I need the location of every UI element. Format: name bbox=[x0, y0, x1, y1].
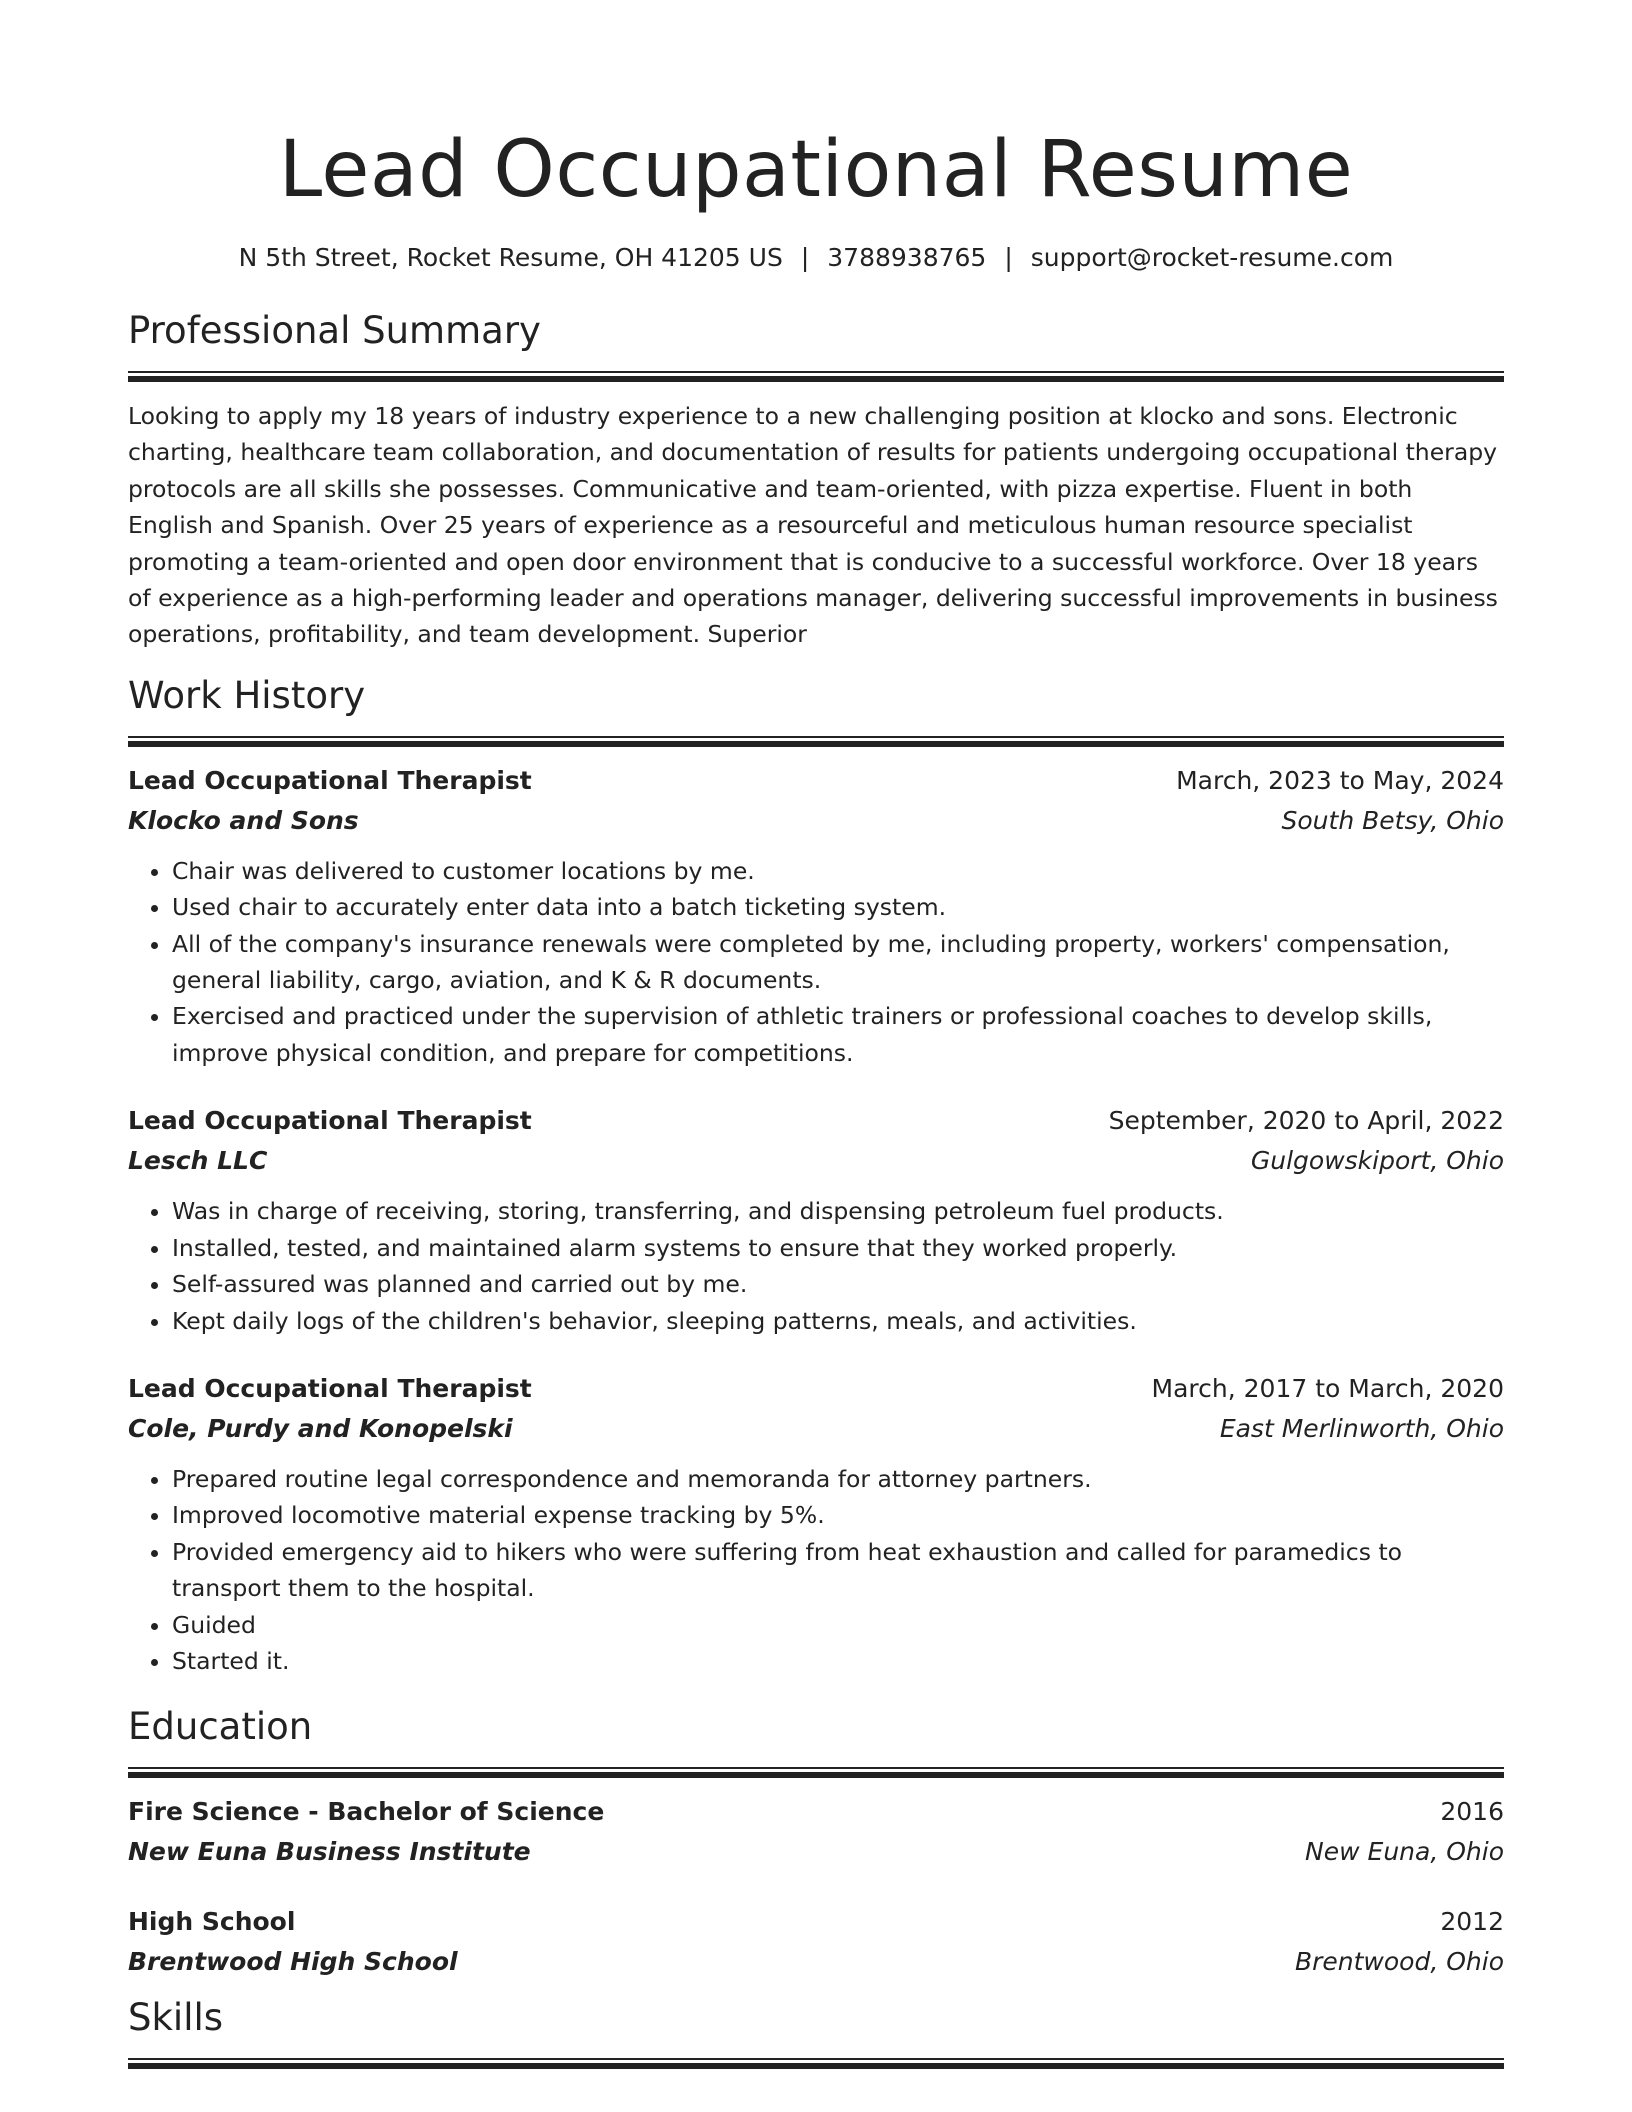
job-bullet: • Self-assured was planned and carried out by me. bbox=[172, 1266, 1504, 1302]
job-bullet: • Prepared routine legal correspondence and memoranda for attorney partners. bbox=[172, 1461, 1504, 1497]
job-header bbox=[128, 1369, 1504, 1409]
education-degree: High School bbox=[128, 1907, 296, 1937]
job-dates: March, 2023 to May, 2024 bbox=[1176, 765, 1504, 795]
job-title: Lead Occupational Therapist bbox=[128, 765, 532, 795]
job-company: Cole, Purdy and Konopelski bbox=[128, 1413, 513, 1443]
contact-address: N 5th Street, Rocket Resume, OH 41205 US bbox=[238, 243, 783, 272]
skills-heading: Skills bbox=[128, 1996, 224, 2040]
education-year: 2012 bbox=[1440, 1907, 1504, 1937]
education-section bbox=[128, 1703, 1504, 1982]
job-location: South Betsy, Ohio bbox=[1281, 805, 1504, 835]
education-header bbox=[128, 1792, 1504, 1832]
education-subheader bbox=[128, 1942, 1504, 1982]
job-dates: September, 2020 to April, 2022 bbox=[1108, 1106, 1504, 1136]
education-header bbox=[128, 1902, 1504, 1942]
job-bullet: • Kept daily logs of the children's behavior, sleeping patterns, meals, and activities. bbox=[172, 1303, 1504, 1339]
education-subheader bbox=[128, 1832, 1504, 1872]
job-bullet: • Exercised and practiced under the supervision of athletic trainers or professional coaches to develop skills, improve physical condition, and prepare for competitions. bbox=[172, 998, 1504, 1071]
contact-separator: | bbox=[1004, 243, 1013, 272]
job-location: East Merlinworth, Ohio bbox=[1219, 1413, 1504, 1443]
job-company: Lesch LLC bbox=[128, 1146, 268, 1176]
contact-email: support@rocket-resume.com bbox=[1030, 243, 1394, 272]
section-divider bbox=[128, 1767, 1504, 1778]
job-bullet: • Guided bbox=[172, 1607, 1504, 1643]
section-divider bbox=[128, 371, 1504, 382]
work-history-heading: Work History bbox=[128, 673, 366, 717]
section-divider bbox=[128, 736, 1504, 747]
job-bullet: • All of the company's insurance renewals were completed by me, including property, workers' compensation, general liability, cargo, aviation, and K & R documents. bbox=[172, 926, 1504, 999]
education-location: Brentwood, Ohio bbox=[1294, 1947, 1504, 1977]
job-bullet: • Provided emergency aid to hikers who were suffering from heat exhaustion and called for paramedics to transport them to the hospital. bbox=[172, 1534, 1504, 1607]
job-subheader bbox=[128, 1409, 1504, 1449]
summary-heading: Professional Summary bbox=[128, 309, 541, 352]
job-bullets bbox=[128, 1193, 1504, 1339]
job-subheader bbox=[128, 1141, 1504, 1181]
job-subheader bbox=[128, 801, 1504, 841]
job-company: Klocko and Sons bbox=[128, 805, 359, 835]
job-bullets bbox=[128, 853, 1504, 1071]
section-divider bbox=[128, 2058, 1504, 2069]
job-bullet: • Was in charge of receiving, storing, transferring, and dispensing petroleum fuel products. bbox=[172, 1193, 1504, 1229]
contact-separator: | bbox=[800, 243, 810, 272]
education-location: New Euna, Ohio bbox=[1305, 1837, 1504, 1867]
job-entry bbox=[128, 1101, 1504, 1339]
job-location: Gulgowskiport, Ohio bbox=[1250, 1146, 1504, 1176]
job-bullets bbox=[128, 1461, 1504, 1679]
job-entry bbox=[128, 761, 1504, 1071]
education-heading: Education bbox=[128, 1705, 313, 1749]
summary-text: Looking to apply my 18 years of industry experience to a new challenging position at klocko and sons. Electronic charting, healthcare team collaboration, and documentation of results for patients undergoing occupational therapy protocols are all skills she possesses. Communicative and team-oriented, with pizza expertise. Fluent in both English and Spanish. Over 25 years of experience as a resourceful and meticulous human resource specialist promoting a team-oriented and open door environment that is conducive to a successful workforce. Over 18 years of experience as a high-performing leader and operations manager, delivering successful improvements in business operations, profitability, and team development. Superior bbox=[128, 402, 1498, 649]
job-bullet: • Improved locomotive material expense tracking by 5%. bbox=[172, 1497, 1504, 1533]
contact-phone: 3788938765 bbox=[827, 243, 987, 272]
education-school: Brentwood High School bbox=[128, 1947, 458, 1977]
job-title: Lead Occupational Therapist bbox=[128, 1373, 532, 1403]
education-year: 2016 bbox=[1440, 1797, 1504, 1827]
job-bullet: • Started it. bbox=[172, 1643, 1504, 1679]
education-degree: Fire Science - Bachelor of Science bbox=[128, 1797, 605, 1827]
resume-title: Lead Occupational Resume bbox=[278, 125, 1354, 215]
job-entry bbox=[128, 1369, 1504, 1679]
job-title: Lead Occupational Therapist bbox=[128, 1106, 532, 1136]
job-dates: March, 2017 to March, 2020 bbox=[1151, 1373, 1504, 1403]
job-header bbox=[128, 761, 1504, 801]
work-history-section bbox=[128, 672, 1504, 1680]
job-bullet: • Chair was delivered to customer locations by me. bbox=[172, 853, 1504, 889]
education-entry bbox=[128, 1792, 1504, 1872]
job-bullet: • Installed, tested, and maintained alarm systems to ensure that they worked properly. bbox=[172, 1230, 1504, 1266]
job-bullet: • Used chair to accurately enter data into a batch ticketing system. bbox=[172, 889, 1504, 925]
skills-section bbox=[128, 1994, 1504, 2069]
job-header bbox=[128, 1101, 1504, 1141]
education-entry bbox=[128, 1902, 1504, 1982]
contact-line bbox=[128, 240, 1504, 276]
education-school: New Euna Business Institute bbox=[128, 1837, 531, 1867]
summary-section bbox=[128, 307, 1504, 653]
